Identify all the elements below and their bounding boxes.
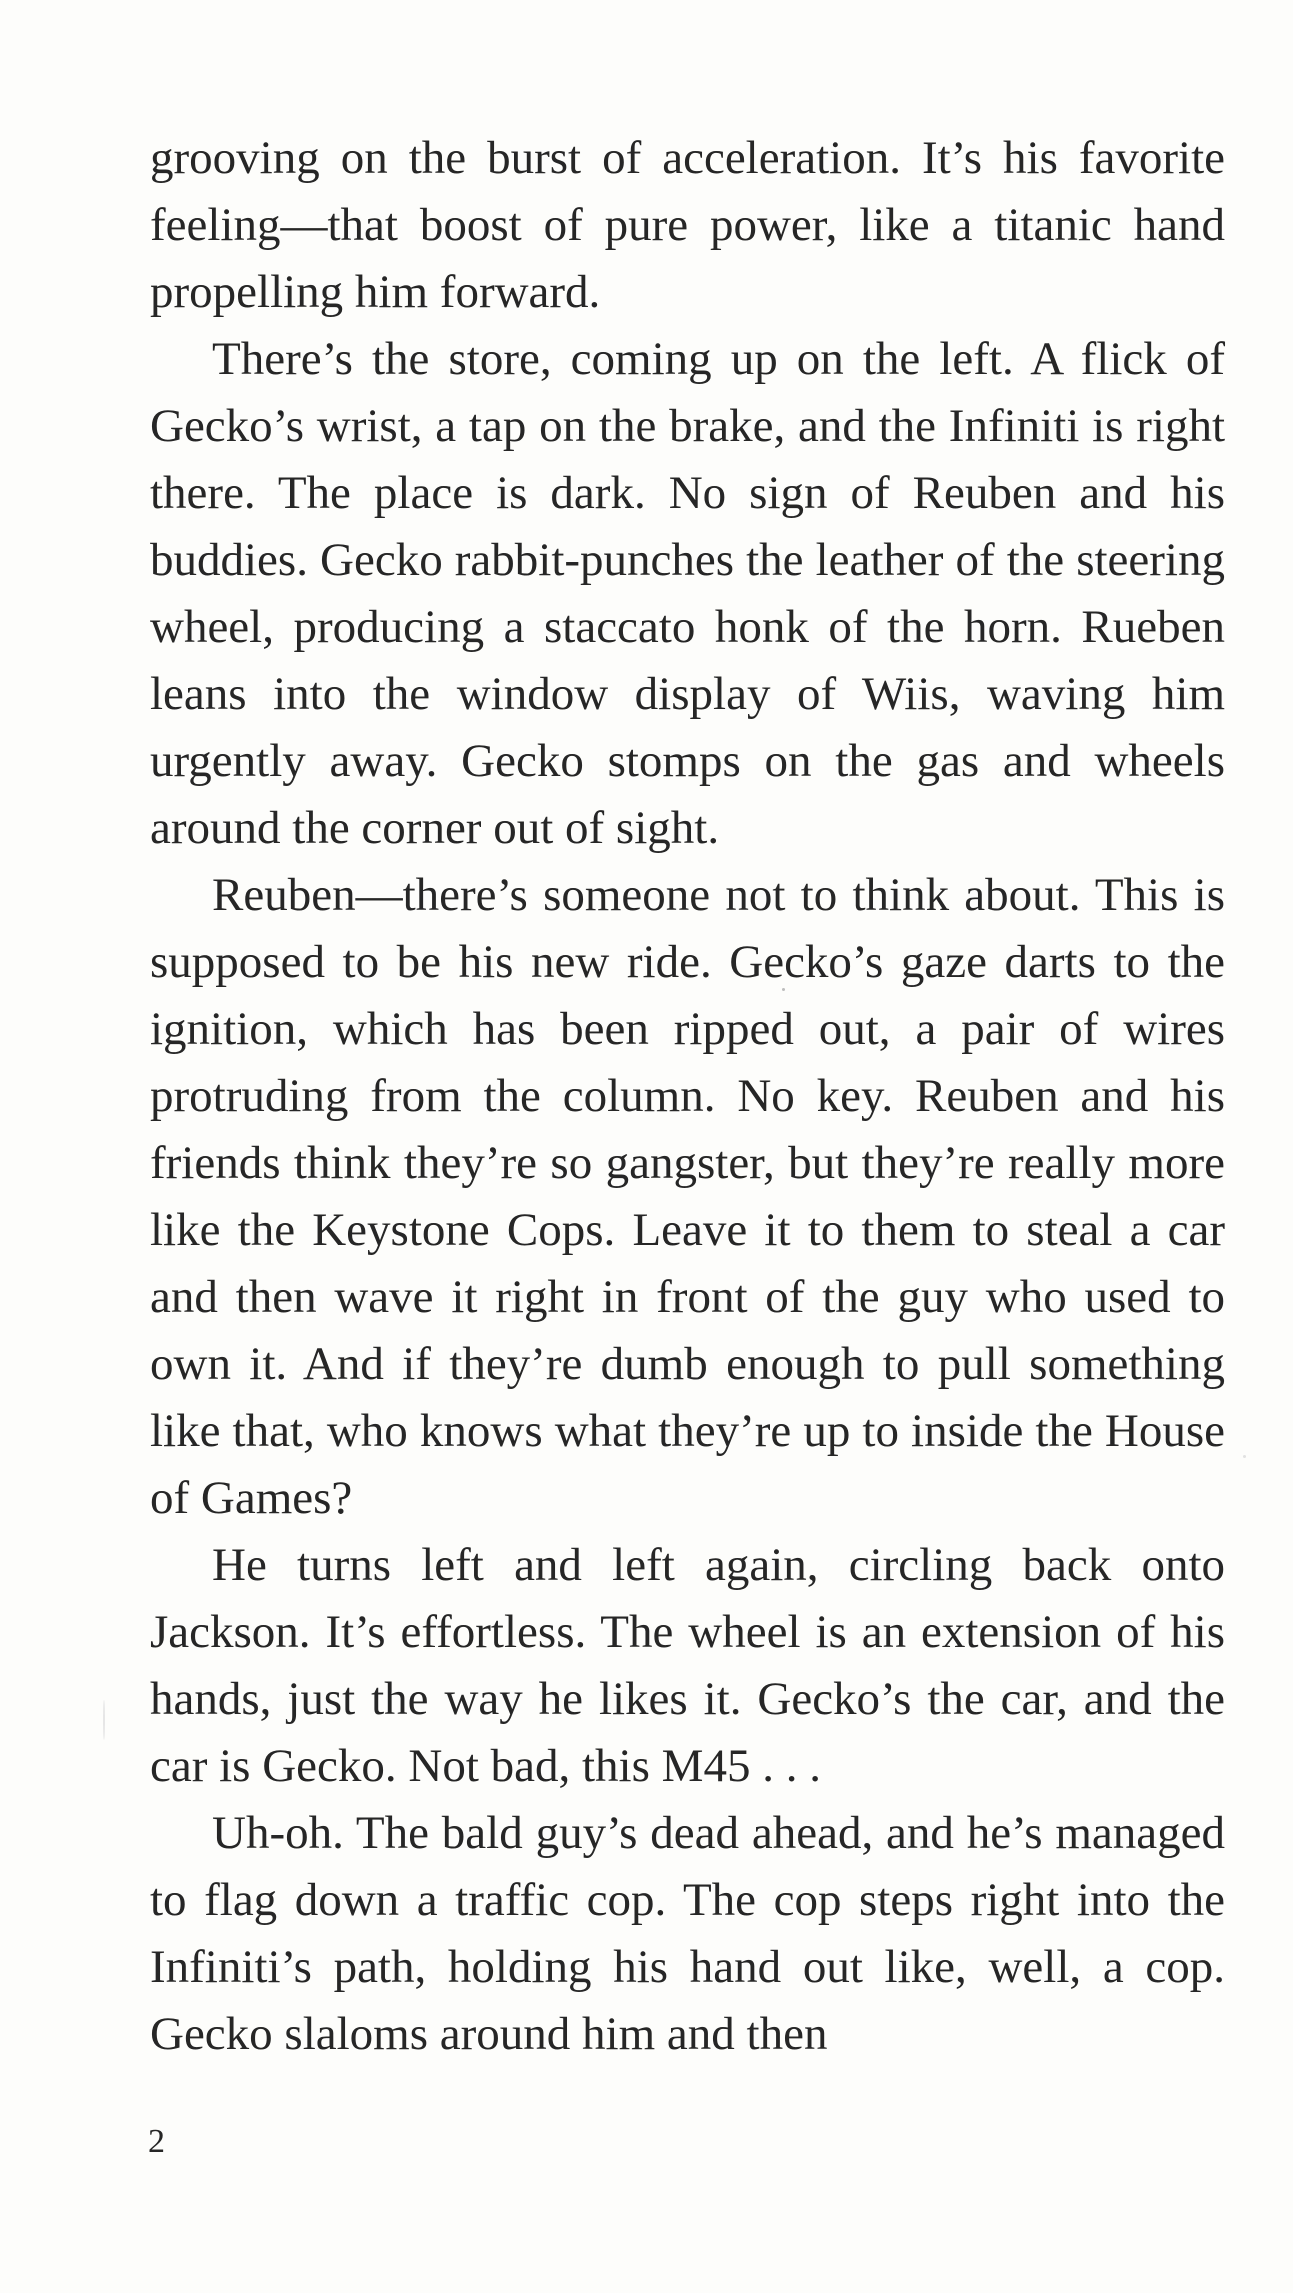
paragraph-3: Reuben—there’s someone not to think about. This is supposed to be his new ride. Gecko’s gaze darts to the ignition, which has been ripped out, a pair of wires protruding from the column. No key. Reuben and his friends think they’re so gangster, but they’re really more like the Keystone Cops. Leave it to them to steal a car and then wave it right in front of the guy who used to own it. And if they’re dumb enough to pull something like that, who knows what they’re up to inside the House of Games? <box>150 869 1225 1524</box>
paragraph-4: He turns left and left again, circling back onto Jackson. It’s effortless. The wheel is an extension of his hands, just the way he likes it. Gecko’s the car, and the car is Gecko. Not bad, this M45 . . . <box>150 1539 1225 1792</box>
page-number: 2 <box>148 2123 165 2160</box>
scan-speck <box>103 1700 105 1740</box>
paragraph-5: Uh-oh. The bald guy’s dead ahead, and he’s managed to flag down a traffic cop. The cop steps right into the Infiniti’s path, holding his hand out like, well, a cop. Gecko slaloms around him and then <box>150 1807 1225 2060</box>
scan-speck <box>782 988 785 991</box>
body-text <box>150 125 1225 2068</box>
paragraph-2: There’s the store, coming up on the left. A flick of Gecko’s wrist, a tap on the brake, and the Infiniti is right there. The place is dark. No sign of Reuben and his buddies. Gecko rabbit-punches the leather of the steering wheel, producing a staccato honk of the horn. Rueben leans into the window display of Wiis, waving him urgently away. Gecko stomps on the gas and wheels around the corner out of sight. <box>150 333 1225 854</box>
scan-speck <box>1243 1455 1246 1458</box>
paragraph-1: grooving on the burst of acceleration. It’s his favorite feeling—that boost of pure power, like a titanic hand propelling him forward. <box>150 132 1225 318</box>
